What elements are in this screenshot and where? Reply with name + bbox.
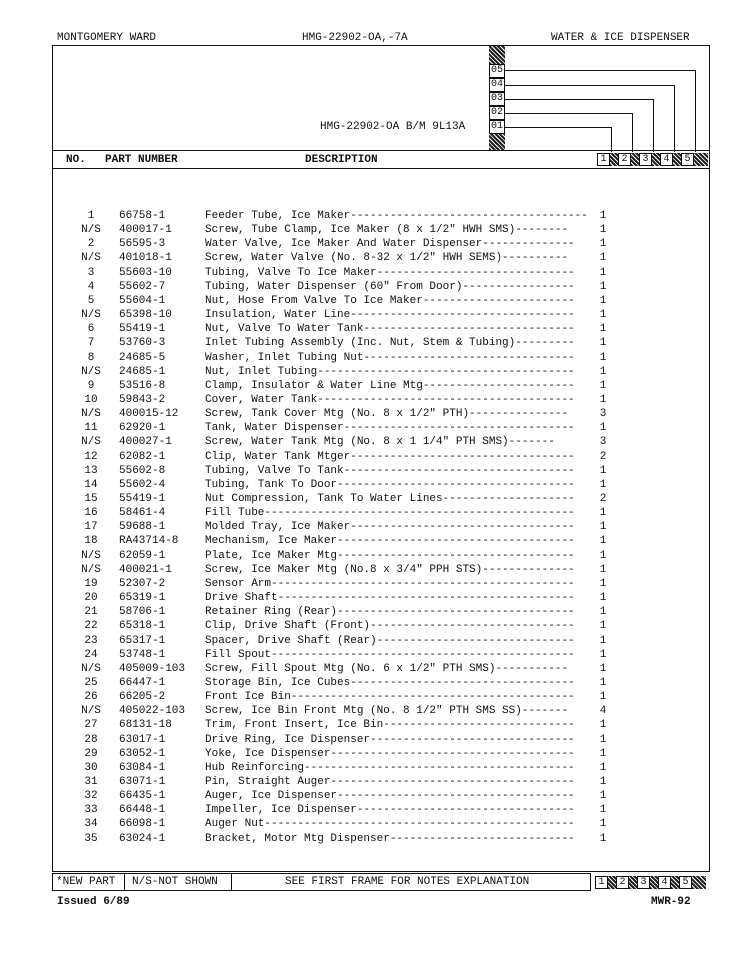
part-description: Fill Spout---------------------------------------------- <box>205 648 575 661</box>
part-number: 66447-1 <box>119 676 166 689</box>
part-description: Screw, Tank Cover Mtg (No. 8 x 1/2" PTH)--------------- <box>205 408 569 421</box>
part-number: 63024-1 <box>119 832 166 845</box>
part-quantity: 4 <box>599 705 607 718</box>
part-description: Nut, Inlet Tubing--------------------------------------- <box>205 365 575 378</box>
part-description: Front Ice Bin------------------------------------------- <box>205 691 575 704</box>
part-item-number: 3 <box>87 266 95 279</box>
part-description: Screw, Ice Maker Mtg (No.8 x 3/4" PPH STS)-------------- <box>205 563 575 576</box>
revision-connector-04-drop <box>674 85 675 152</box>
part-number: 65319-1 <box>119 592 166 605</box>
part-quantity: 1 <box>599 507 607 520</box>
part-quantity: 1 <box>599 521 607 534</box>
part-description: Nut, Hose From Valve To Ice Maker----------------------- <box>205 294 575 307</box>
part-number: 58461-4 <box>119 507 166 520</box>
part-item-number: 31 <box>84 776 98 788</box>
part-item-number: 35 <box>84 832 98 845</box>
part-quantity: 1 <box>599 393 607 406</box>
part-item-number: 9 <box>87 379 95 392</box>
part-quantity: 1 <box>599 252 607 265</box>
part-number: 55602-7 <box>119 280 166 293</box>
revision-connector-02-drop <box>632 113 633 152</box>
model-column-hatch <box>673 153 681 166</box>
revision-connector-02 <box>505 113 633 114</box>
part-description: Impeller, Ice Dispenser--------------------------------- <box>205 804 575 817</box>
part-quantity: 1 <box>599 577 607 590</box>
part-item-number: N/S <box>81 662 101 675</box>
part-item-number: 33 <box>84 804 98 817</box>
footer-model-hatch <box>608 876 616 889</box>
part-item-number: 4 <box>87 280 95 293</box>
part-item-number: 1 <box>87 210 95 222</box>
part-item-number: 16 <box>84 507 98 520</box>
part-item-number: 11 <box>84 422 98 435</box>
model-header: HMG-22902-OA,-7A <box>302 32 408 44</box>
part-description: Fill Tube----------------------------------------------- <box>205 507 575 520</box>
part-number: 24685-5 <box>119 351 166 364</box>
footer-model-3: 3 <box>637 876 650 889</box>
part-quantity: 1 <box>599 266 607 279</box>
part-description: Insulation, Water Line---------------------------------- <box>205 309 575 322</box>
part-quantity: 1 <box>599 592 607 605</box>
product-header: WATER & ICE DISPENSER <box>551 32 690 44</box>
issued-date: Issued 6/89 <box>57 896 130 908</box>
part-description: Tubing, Valve To Ice Maker------------------------------ <box>205 266 575 279</box>
part-item-number: 26 <box>84 691 98 704</box>
part-description: Auger, Ice Dispenser------------------------------------ <box>205 790 575 803</box>
part-number: 24685-1 <box>119 365 166 378</box>
part-item-number: 18 <box>84 535 98 548</box>
part-description: Drive Shaft--------------------------------------------- <box>205 592 575 605</box>
part-description: Molded Tray, Ice Maker---------------------------------- <box>205 521 575 534</box>
part-quantity: 1 <box>599 691 607 704</box>
part-description: Screw, Water Valve (No. 8-32 x 1/2" HWH SEMS)---------- <box>205 252 569 265</box>
part-description: Screw, Ice Bin Front Mtg (No. 8 1/2" PTH SMS SS)------- <box>205 705 569 718</box>
part-item-number: 34 <box>84 818 98 831</box>
part-description: Sensor Arm---------------------------------------------- <box>205 577 575 590</box>
brand-header: MONTGOMERY WARD <box>57 32 157 44</box>
part-quantity: 1 <box>599 620 607 633</box>
part-quantity: 1 <box>599 549 607 562</box>
part-item-number: 29 <box>84 747 98 760</box>
revision-connector-01 <box>505 127 612 128</box>
part-number: 65317-1 <box>119 634 166 647</box>
part-quantity: 1 <box>599 832 607 845</box>
part-quantity: 1 <box>599 422 607 435</box>
part-item-number: 5 <box>87 294 95 307</box>
footer-model-hatch <box>692 876 706 889</box>
part-description: Trim, Front Insert, Ice Bin----------------------------- <box>205 719 575 732</box>
part-item-number: 28 <box>84 733 98 746</box>
part-number: 62920-1 <box>119 422 166 435</box>
part-number: 65318-1 <box>119 620 166 633</box>
part-quantity: 3 <box>599 436 607 449</box>
part-quantity: 1 <box>599 676 607 689</box>
part-number: 66205-2 <box>119 691 166 704</box>
part-description: Tubing, Water Dispenser (60" From Door)----------------- <box>205 280 575 293</box>
model-column-hatch <box>610 153 618 166</box>
part-quantity: 1 <box>599 733 607 746</box>
part-description: Plate, Ice Maker Mtg------------------------------------ <box>205 549 575 562</box>
part-description: Nut Compression, Tank To Water Lines-------------------- <box>205 493 575 505</box>
part-description: Clip, Drive Shaft (Front)------------------------------- <box>205 620 575 633</box>
part-description: Pin, Straight Auger------------------------------------- <box>205 776 575 788</box>
part-quantity: 1 <box>599 337 607 350</box>
model-column-1: 1 <box>597 153 610 166</box>
part-number: 400017-1 <box>119 224 172 237</box>
part-quantity: 1 <box>599 790 607 803</box>
part-description: Clip, Water Tank Mtger---------------------------------- <box>205 450 575 463</box>
part-item-number: N/S <box>81 408 101 421</box>
part-number: 62082-1 <box>119 450 166 463</box>
model-column-4: 4 <box>660 153 673 166</box>
footer-model-hatch <box>650 876 658 889</box>
footer-model-5: 5 <box>679 876 692 889</box>
part-item-number: 10 <box>84 393 98 406</box>
part-description: Cover, Water Tank--------------------------------------- <box>205 393 575 406</box>
part-number: 400021-1 <box>119 563 172 576</box>
part-description: Spacer, Drive Shaft (Rear)------------------------------ <box>205 634 575 647</box>
part-number: 55419-1 <box>119 323 166 336</box>
bill-of-materials-label: HMG-22902-OA B/M 9L13A <box>320 121 466 133</box>
part-quantity: 1 <box>599 761 607 774</box>
part-number: 63017-1 <box>119 733 166 746</box>
part-number: 66435-1 <box>119 790 166 803</box>
part-item-number: 24 <box>84 648 98 661</box>
part-description: Tank, Water Dispenser----------------------------------- <box>205 422 575 435</box>
part-number: 63071-1 <box>119 776 166 788</box>
part-number: 63084-1 <box>119 761 166 774</box>
part-description: Drive Ring, Ice Dispenser------------------------------- <box>205 733 575 746</box>
revision-hatch-top <box>489 46 505 64</box>
revision-box-02: 02 <box>490 107 503 118</box>
part-item-number: 7 <box>87 337 95 350</box>
part-number: 55602-8 <box>119 464 166 477</box>
revision-box-01: 01 <box>490 121 503 132</box>
part-number: 66448-1 <box>119 804 166 817</box>
part-description: Inlet Tubing Assembly (Inc. Nut, Stem & Tubing)--------- <box>205 337 575 350</box>
part-quantity: 1 <box>599 776 607 788</box>
part-item-number: 8 <box>87 351 95 364</box>
part-quantity: 1 <box>599 648 607 661</box>
part-quantity: 3 <box>599 408 607 421</box>
part-item-number: 19 <box>84 577 98 590</box>
part-item-number: N/S <box>81 309 101 322</box>
part-description: Water Valve, Ice Maker And Water Dispenser-------------- <box>205 238 575 251</box>
part-number: 53748-1 <box>119 648 166 661</box>
part-quantity: 1 <box>599 606 607 619</box>
model-column-5: 5 <box>681 153 694 166</box>
revision-connector-01-drop <box>611 127 612 152</box>
part-number: 55602-4 <box>119 478 166 491</box>
part-number: 58706-1 <box>119 606 166 619</box>
revision-connector-05-drop <box>695 70 696 152</box>
part-quantity: 1 <box>599 747 607 760</box>
revision-hatch-bottom <box>489 134 505 150</box>
part-description: Tubing, Valve To Tank----------------------------------- <box>205 464 575 477</box>
part-item-number: 14 <box>84 478 98 491</box>
part-description: Hub Reinforcing----------------------------------------- <box>205 761 575 774</box>
part-number: 66758-1 <box>119 210 166 222</box>
model-column-hatch <box>631 153 639 166</box>
part-description: Feeder Tube, Ice Maker------------------------------------ <box>205 210 588 222</box>
part-quantity: 1 <box>599 280 607 293</box>
part-number: 59843-2 <box>119 393 166 406</box>
part-number: 55604-1 <box>119 294 166 307</box>
part-quantity: 2 <box>599 493 607 505</box>
revision-connector-03-drop <box>653 99 654 152</box>
part-number: 53516-8 <box>119 379 166 392</box>
part-item-number: 13 <box>84 464 98 477</box>
revision-connector-04 <box>505 85 675 86</box>
part-number: 65398-10 <box>119 309 172 322</box>
part-number: 401018-1 <box>119 252 172 265</box>
part-item-number: 6 <box>87 323 95 336</box>
part-item-number: 22 <box>84 620 98 633</box>
model-column-hatch <box>694 153 708 166</box>
part-quantity: 1 <box>599 818 607 831</box>
part-quantity: 1 <box>599 563 607 576</box>
part-number: 62059-1 <box>119 549 166 562</box>
part-number: 59688-1 <box>119 521 166 534</box>
part-item-number: 2 <box>87 238 95 251</box>
part-number: 63052-1 <box>119 747 166 760</box>
part-item-number: 20 <box>84 592 98 605</box>
part-item-number: 21 <box>84 606 98 619</box>
part-description: Clamp, Insulator & Water Line Mtg----------------------- <box>205 379 575 392</box>
part-number: 400027-1 <box>119 436 172 449</box>
part-item-number: 25 <box>84 676 98 689</box>
notes-explanation: SEE FIRST FRAME FOR NOTES EXPLANATION <box>285 876 530 888</box>
part-item-number: N/S <box>81 365 101 378</box>
part-number: 405022-103 <box>119 705 186 718</box>
part-item-number: 23 <box>84 634 98 647</box>
column-header-part-number: PART NUMBER <box>105 154 178 166</box>
revision-connector-05 <box>505 70 696 71</box>
part-quantity: 2 <box>599 450 607 463</box>
part-item-number: N/S <box>81 252 101 265</box>
part-number: 56595-3 <box>119 238 166 251</box>
part-description: Screw, Tube Clamp, Ice Maker (8 x 1/2" HWH SMS)-------- <box>205 224 569 237</box>
part-description: Screw, Water Tank Mtg (No. 8 x 1 1/4" PTH SMS)------- <box>205 436 555 449</box>
part-item-number: 12 <box>84 450 98 463</box>
revision-box-05: 05 <box>490 65 503 76</box>
part-quantity: 1 <box>599 535 607 548</box>
model-column-hatch <box>652 153 660 166</box>
part-number: 68131-18 <box>119 719 172 732</box>
part-quantity: 1 <box>599 634 607 647</box>
footer-model-hatch <box>629 876 637 889</box>
page-code: MWR-92 <box>651 896 691 908</box>
revision-box-04: 04 <box>490 79 503 90</box>
part-number: 405009-103 <box>119 662 186 675</box>
part-quantity: 1 <box>599 719 607 732</box>
part-number: RA43714-8 <box>119 535 179 548</box>
part-item-number: 15 <box>84 493 98 505</box>
part-item-number: 30 <box>84 761 98 774</box>
part-description: Retainer Ring (Rear)------------------------------------ <box>205 606 575 619</box>
part-description: Yoke, Ice Dispenser------------------------------------- <box>205 747 575 760</box>
part-quantity: 1 <box>599 351 607 364</box>
part-item-number: N/S <box>81 563 101 576</box>
column-header-no: NO. <box>66 154 86 166</box>
model-column-3: 3 <box>639 153 652 166</box>
not-shown-legend: N/S-NOT SHOWN <box>132 876 218 888</box>
column-header-description: DESCRIPTION <box>305 154 378 166</box>
part-description: Screw, Fill Spout Mtg (No. 6 x 1/2" PTH SMS)----------- <box>205 662 569 675</box>
revision-box-03: 03 <box>490 93 503 104</box>
part-number: 66098-1 <box>119 818 166 831</box>
footer-model-hatch <box>671 876 679 889</box>
part-quantity: 1 <box>599 294 607 307</box>
part-number: 53760-3 <box>119 337 166 350</box>
footer-model-4: 4 <box>658 876 671 889</box>
footer-model-2: 2 <box>616 876 629 889</box>
model-column-2: 2 <box>618 153 631 166</box>
part-description: Bracket, Motor Mtg Dispenser---------------------------- <box>205 832 575 845</box>
part-quantity: 1 <box>599 365 607 378</box>
part-quantity: 1 <box>599 224 607 237</box>
part-quantity: 1 <box>599 662 607 675</box>
part-item-number: 17 <box>84 521 98 534</box>
part-item-number: 32 <box>84 790 98 803</box>
part-quantity: 1 <box>599 210 607 222</box>
part-number: 52307-2 <box>119 577 166 590</box>
header-divider-bottom <box>52 168 710 169</box>
part-item-number: N/S <box>81 224 101 237</box>
part-description: Tubing, Tank To Door------------------------------------ <box>205 478 575 491</box>
part-quantity: 1 <box>599 464 607 477</box>
part-item-number: N/S <box>81 436 101 449</box>
part-number: 400015-12 <box>119 408 179 421</box>
part-description: Nut, Valve To Water Tank-------------------------------- <box>205 323 575 336</box>
revision-connector-03 <box>505 99 654 100</box>
part-description: Washer, Inlet Tubing Nut-------------------------------- <box>205 351 575 364</box>
footer-model-1: 1 <box>595 876 608 889</box>
part-description: Auger Nut----------------------------------------------- <box>205 818 575 831</box>
part-number: 55419-1 <box>119 493 166 505</box>
part-quantity: 1 <box>599 323 607 336</box>
part-description: Storage Bin, Ice Cubes---------------------------------- <box>205 676 575 689</box>
part-item-number: 27 <box>84 719 98 732</box>
part-item-number: N/S <box>81 549 101 562</box>
part-number: 55603-10 <box>119 266 172 279</box>
part-item-number: N/S <box>81 705 101 718</box>
new-part-legend: *NEW PART <box>56 876 116 888</box>
part-description: Mechanism, Ice Maker------------------------------------ <box>205 535 575 548</box>
part-quantity: 1 <box>599 309 607 322</box>
part-quantity: 1 <box>599 379 607 392</box>
part-quantity: 1 <box>599 804 607 817</box>
part-quantity: 1 <box>599 478 607 491</box>
part-quantity: 1 <box>599 238 607 251</box>
